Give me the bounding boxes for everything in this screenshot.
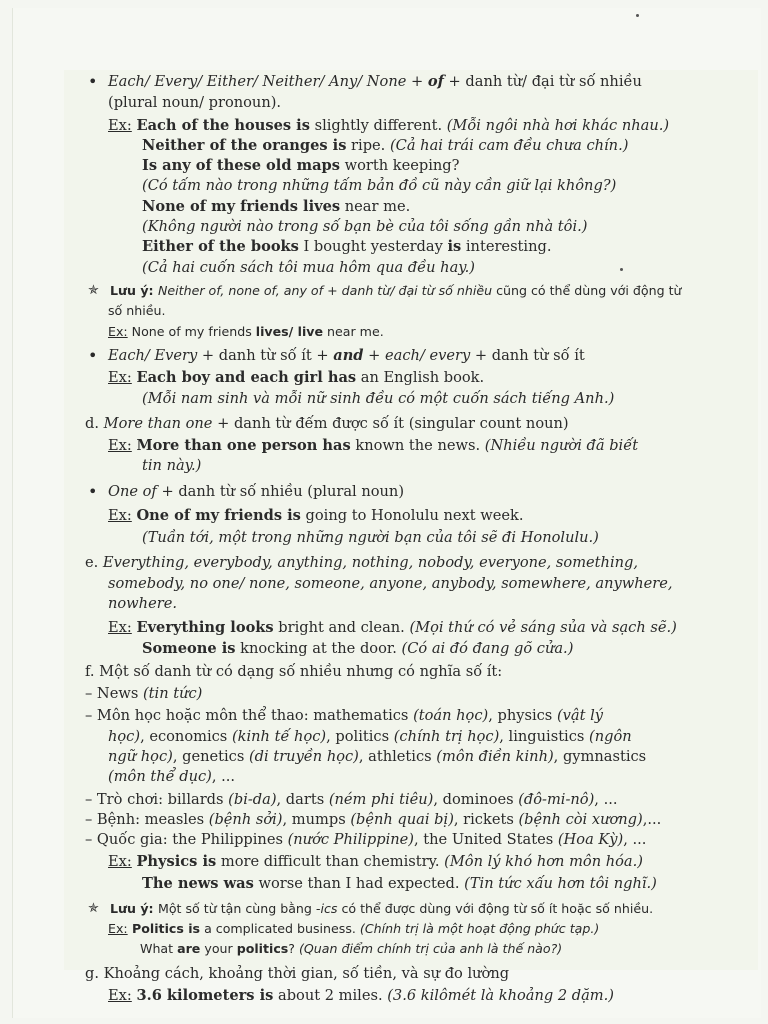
example-line: Ex: Everything looks bright and clean. (Mọi thứ có vẻ sáng sủa và sạch sẽ.): [108, 619, 677, 636]
list-item-line: (môn thể dục), ...: [108, 768, 236, 785]
speck: [620, 268, 623, 271]
list-item: – News (tin tức): [85, 685, 203, 702]
note-line: ✯ Lưu ý: Neither of, none of, any of + danh từ/ đại từ số nhiều cũng có thể dùng với động từ: [110, 281, 681, 302]
note-example: What are your politics? (Quan điểm chính trị của anh là thế nào?): [140, 941, 563, 956]
translation-line: (Tuần tới, một trong những người bạn của tôi sẽ đi Honolulu.): [142, 529, 599, 546]
list-item: – Quốc gia: the Philippines (nước Philippine), the United States (Hoa Kỳ), ...: [85, 831, 647, 848]
example-line: The news was worse than I had expected. (Tin tức xấu hơn tôi nghĩ.): [142, 875, 657, 892]
section-e-line: somebody, no one/ none, someone, anyone, anybody, somewhere, anywhere,: [108, 575, 673, 592]
section-f: f. Một số danh từ có dạng số nhiều nhưng có nghĩa số ít:: [85, 663, 503, 680]
example-line: Ex: Physics is more difficult than chemistry. (Môn lý khó hơn môn hóa.): [108, 853, 643, 870]
star-icon: ✯: [88, 283, 99, 298]
list-item: – Trò chơi: billards (bi-da), darts (ném phi tiêu), dominoes (đô-mi-nô), ...: [85, 791, 618, 808]
translation-line: (Mỗi nam sinh và mỗi nữ sinh đều có một cuốn sách tiếng Anh.): [142, 390, 615, 407]
section-e: e. Everything, everybody, anything, nothing, nobody, everyone, something,: [85, 554, 638, 571]
example-line: Ex: Each of the houses is slightly different. (Mỗi ngôi nhà hơi khác nhau.): [108, 117, 670, 134]
rule-line: (plural noun/ pronoun).: [108, 94, 282, 111]
example-line: Is any of these old maps worth keeping?: [142, 157, 460, 174]
example-line: Ex: One of my friends is going to Honolulu next week.: [108, 507, 524, 524]
speck: [636, 14, 639, 17]
list-item: – Bệnh: measles (bệnh sởi), mumps (bệnh quai bị), rickets (bệnh còi xương),...: [85, 811, 662, 828]
translation-line: tin này.): [142, 457, 202, 474]
note-example: Ex: None of my friends lives/ live near me.: [108, 324, 384, 339]
note-line: ✯ Lưu ý: Một số từ tận cùng bằng -ics có thể được dùng với động từ số ít hoặc số nhiều.: [110, 899, 653, 920]
translation-line: (Có tấm nào trong những tấm bản đồ cũ này cần giữ lại không?): [142, 177, 617, 194]
translation-line: (Không người nào trong số bạn bè của tôi sống gần nhà tôi.): [142, 218, 588, 235]
list-item-line: ngữ học), genetics (di truyền học), athletics (môn điền kinh), gymnastics: [108, 748, 647, 765]
rule-each-and-each: • Each/ Every + danh từ số ít + and + each/ every + danh từ số ít: [108, 346, 585, 367]
section-g: g. Khoảng cách, khoảng thời gian, số tiền, và sự đo lường: [85, 965, 510, 982]
rule-one-of: • One of + danh từ số nhiều (plural noun): [108, 482, 404, 503]
example-line: Ex: More than one person has known the news. (Nhiều người đã biết: [108, 437, 639, 454]
list-item: – Môn học hoặc môn thể thao: mathematics (toán học), physics (vật lý: [85, 707, 603, 724]
example-line: Ex: 3.6 kilometers is about 2 miles. (3.6 kilômét là khoảng 2 dặm.): [108, 987, 614, 1004]
example-line: Someone is knocking at the door. (Có ai đó đang gõ cửa.): [142, 640, 574, 657]
example-line: None of my friends lives near me.: [142, 198, 411, 215]
example-line: Ex: Each boy and each girl has an English book.: [108, 369, 485, 386]
list-item-line: học), economics (kinh tế học), politics (chính trị học), linguistics (ngôn: [108, 728, 632, 745]
translation-line: (Cả hai cuốn sách tôi mua hôm qua đều hay.): [142, 259, 475, 276]
section-d: d. More than one + danh từ đếm được số ít (singular count noun): [85, 415, 569, 432]
example-line: Either of the books I bought yesterday is interesting.: [142, 238, 552, 255]
rule-each-every-of: • Each/ Every/ Either/ Neither/ Any/ None + of + danh từ/ đại từ số nhiều: [108, 72, 642, 93]
example-line: Neither of the oranges is ripe. (Cả hai trái cam đều chưa chín.): [142, 137, 629, 154]
note-example: Ex: Politics is a complicated business. (Chính trị là một hoạt động phức tạp.): [108, 921, 600, 936]
star-icon: ✯: [88, 901, 99, 916]
note-line: số nhiều.: [108, 303, 166, 318]
section-e-line: nowhere.: [108, 595, 177, 612]
